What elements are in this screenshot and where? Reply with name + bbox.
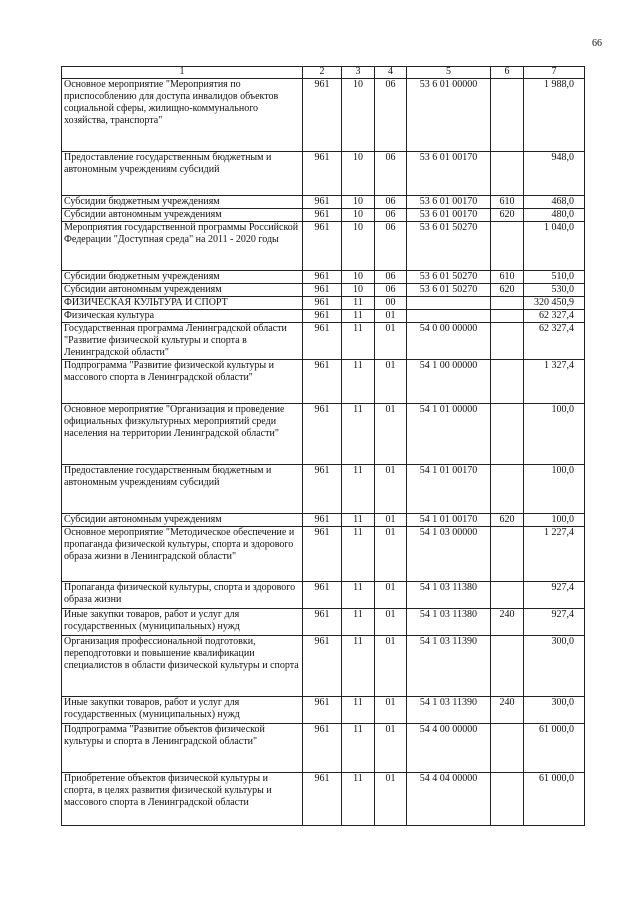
row-col4-cell: 06 [375,209,407,222]
row-col3-cell: 10 [342,222,375,271]
row-col6-cell: 620 [491,514,524,527]
table-row [62,310,585,323]
row-col5-cell: 54 0 00 00000 [407,323,491,360]
row-col4-cell: 00 [375,297,407,310]
row-col5-cell: 54 1 03 11380 [407,582,491,609]
row-col5-cell: 54 1 01 00000 [407,404,491,465]
row-amount-cell: 1 227,4 [524,527,585,582]
row-col2-cell: 961 [303,360,342,404]
row-col3-cell: 11 [342,465,375,514]
row-col4-cell: 01 [375,773,407,826]
row-col6-cell [491,527,524,582]
row-col5-cell: 54 1 03 00000 [407,527,491,582]
table-row [62,465,585,514]
row-amount-cell: 100,0 [524,404,585,465]
row-col3-cell: 10 [342,196,375,209]
row-col4-cell: 01 [375,582,407,609]
row-col6-cell [491,636,524,697]
row-col6-cell: 620 [491,209,524,222]
row-col5-cell: 54 1 01 00170 [407,465,491,514]
row-col4-cell: 01 [375,404,407,465]
row-col5-cell: 54 4 00 00000 [407,724,491,773]
row-name-cell: Иные закупки товаров, работ и услуг для государственных (муниципальных) нужд [62,609,303,636]
row-col3-cell: 11 [342,323,375,360]
row-name-cell: Субсидии бюджетным учреждениям [62,196,303,209]
row-name-cell: Основное мероприятие "Организация и проведение официальных физкультурных мероприятий среди населения на территории Ленинградской области" [62,404,303,465]
row-amount-cell: 530,0 [524,284,585,297]
table-row [62,360,585,404]
row-col5-cell: 54 1 03 11390 [407,636,491,697]
table-row [62,697,585,724]
row-col6-cell [491,773,524,826]
row-col6-cell [491,360,524,404]
row-col3-cell: 11 [342,636,375,697]
row-name-cell: Пропаганда физической культуры, спорта и здорового образа жизни [62,582,303,609]
row-col3-cell: 10 [342,209,375,222]
header-col-6: 6 [491,67,524,79]
table-row [62,609,585,636]
row-name-cell: Основное мероприятие "Мероприятия по приспособлению для доступа инвалидов объектов социальной сферы, жилищно-коммунального хозяйства, транспорта" [62,79,303,152]
table-row [62,152,585,196]
header-col-7: 7 [524,67,585,79]
row-col6-cell: 240 [491,609,524,636]
row-col4-cell: 06 [375,196,407,209]
row-col6-cell [491,323,524,360]
row-col2-cell: 961 [303,79,342,152]
row-name-cell: Мероприятия государственной программы Российской Федерации "Доступная среда" на 2011 - 2020 годы [62,222,303,271]
header-col-3: 3 [342,67,375,79]
row-col5-cell: 53 6 01 00170 [407,209,491,222]
row-col4-cell: 01 [375,636,407,697]
table-row [62,527,585,582]
row-col4-cell: 06 [375,79,407,152]
row-col6-cell [491,222,524,271]
row-col2-cell: 961 [303,465,342,514]
row-name-cell: Приобретение объектов физической культуры и спорта, в целях развития физической культуры и массового спорта в Ленинградской области [62,773,303,826]
row-col4-cell: 01 [375,465,407,514]
row-name-cell: Основное мероприятие "Методическое обеспечение и пропаганда физической культуры, спорта и здорового образа жизни в Ленинградской области" [62,527,303,582]
row-col6-cell [491,404,524,465]
table-row [62,323,585,360]
row-col3-cell: 11 [342,724,375,773]
row-col4-cell: 06 [375,284,407,297]
row-name-cell: Организация профессиональной подготовки, переподготовки и повышение квалификации специалистов в области физической культуры и спорта [62,636,303,697]
row-col4-cell: 01 [375,697,407,724]
table-row [62,284,585,297]
row-col2-cell: 961 [303,609,342,636]
row-name-cell: Подпрограмма "Развитие объектов физической культуры и спорта в Ленинградской области" [62,724,303,773]
row-col3-cell: 11 [342,514,375,527]
row-col3-cell: 10 [342,152,375,196]
row-col5-cell [407,297,491,310]
table-row [62,404,585,465]
row-col5-cell: 53 6 01 00170 [407,196,491,209]
row-col4-cell: 06 [375,222,407,271]
row-col5-cell: 54 1 00 00000 [407,360,491,404]
row-amount-cell: 510,0 [524,271,585,284]
row-amount-cell: 320 450,9 [524,297,585,310]
row-col2-cell: 961 [303,404,342,465]
row-col6-cell [491,297,524,310]
row-col2-cell: 961 [303,724,342,773]
row-col3-cell: 11 [342,527,375,582]
row-name-cell: Субсидии автономным учреждениям [62,209,303,222]
row-col2-cell: 961 [303,773,342,826]
row-amount-cell: 62 327,4 [524,310,585,323]
row-amount-cell: 927,4 [524,582,585,609]
header-col-5: 5 [407,67,491,79]
row-col3-cell: 11 [342,310,375,323]
row-col3-cell: 11 [342,297,375,310]
row-col2-cell: 961 [303,152,342,196]
row-name-cell: ФИЗИЧЕСКАЯ КУЛЬТУРА И СПОРТ [62,297,303,310]
row-col2-cell: 961 [303,310,342,323]
row-col6-cell [491,310,524,323]
row-col5-cell: 54 4 04 00000 [407,773,491,826]
row-col3-cell: 11 [342,697,375,724]
row-col6-cell [491,465,524,514]
table-row [62,582,585,609]
row-col4-cell: 01 [375,310,407,323]
row-col5-cell: 53 6 01 50270 [407,271,491,284]
row-col5-cell: 53 6 01 00000 [407,79,491,152]
row-col4-cell: 01 [375,360,407,404]
row-amount-cell: 948,0 [524,152,585,196]
row-col6-cell [491,724,524,773]
row-col2-cell: 961 [303,514,342,527]
row-col5-cell: 54 1 01 00170 [407,514,491,527]
row-amount-cell: 61 000,0 [524,724,585,773]
row-col2-cell: 961 [303,284,342,297]
row-amount-cell: 300,0 [524,636,585,697]
row-col3-cell: 11 [342,773,375,826]
page-number: 66 [592,38,602,49]
row-amount-cell: 1 040,0 [524,222,585,271]
row-col5-cell: 53 6 01 00170 [407,152,491,196]
row-col3-cell: 10 [342,79,375,152]
row-name-cell: Государственная программа Ленинградской области "Развитие физической культуры и спорта в Ленинградской области" [62,323,303,360]
table-row [62,773,585,826]
row-name-cell: Предоставление государственным бюджетным и автономным учреждениям субсидий [62,465,303,514]
table-row [62,209,585,222]
row-name-cell: Субсидии автономным учреждениям [62,284,303,297]
table-row [62,514,585,527]
row-amount-cell: 1 327,4 [524,360,585,404]
row-amount-cell: 927,4 [524,609,585,636]
row-col4-cell: 06 [375,152,407,196]
row-col4-cell: 01 [375,724,407,773]
header-col-2: 2 [303,67,342,79]
table-row [62,724,585,773]
row-col4-cell: 01 [375,527,407,582]
row-col4-cell: 06 [375,271,407,284]
row-name-cell: Иные закупки товаров, работ и услуг для государственных (муниципальных) нужд [62,697,303,724]
row-amount-cell: 61 000,0 [524,773,585,826]
row-amount-cell: 100,0 [524,514,585,527]
row-col2-cell: 961 [303,196,342,209]
row-col3-cell: 11 [342,404,375,465]
row-amount-cell: 62 327,4 [524,323,585,360]
row-col4-cell: 01 [375,609,407,636]
row-col3-cell: 11 [342,609,375,636]
row-name-cell: Субсидии автономным учреждениям [62,514,303,527]
header-col-1: 1 [62,67,303,79]
row-col6-cell: 240 [491,697,524,724]
table-row [62,297,585,310]
row-col3-cell: 11 [342,360,375,404]
row-col6-cell: 610 [491,196,524,209]
row-col2-cell: 961 [303,323,342,360]
row-col6-cell: 620 [491,284,524,297]
row-col2-cell: 961 [303,209,342,222]
row-col6-cell [491,582,524,609]
budget-table [61,66,585,826]
row-amount-cell: 1 988,0 [524,79,585,152]
row-col5-cell: 53 6 01 50270 [407,222,491,271]
row-col2-cell: 961 [303,222,342,271]
row-amount-cell: 468,0 [524,196,585,209]
row-name-cell: Подпрограмма "Развитие физической культуры и массового спорта в Ленинградской области" [62,360,303,404]
row-col2-cell: 961 [303,527,342,582]
header-col-4: 4 [375,67,407,79]
row-col2-cell: 961 [303,636,342,697]
row-col5-cell: 53 6 01 50270 [407,284,491,297]
row-col5-cell: 54 1 03 11390 [407,697,491,724]
table-row [62,636,585,697]
row-name-cell: Субсидии бюджетным учреждениям [62,271,303,284]
table-row [62,79,585,152]
row-col3-cell: 11 [342,582,375,609]
row-name-cell: Физическая культура [62,310,303,323]
row-col4-cell: 01 [375,514,407,527]
row-col6-cell: 610 [491,271,524,284]
row-col2-cell: 961 [303,697,342,724]
row-col4-cell: 01 [375,323,407,360]
table-row [62,271,585,284]
row-col2-cell: 961 [303,297,342,310]
row-name-cell: Предоставление государственным бюджетным и автономным учреждениям субсидий [62,152,303,196]
row-col5-cell [407,310,491,323]
row-col2-cell: 961 [303,582,342,609]
table-header-row [62,67,585,79]
row-col5-cell: 54 1 03 11380 [407,609,491,636]
row-col6-cell [491,152,524,196]
table-row [62,222,585,271]
row-col3-cell: 10 [342,284,375,297]
table-row [62,196,585,209]
row-amount-cell: 300,0 [524,697,585,724]
row-amount-cell: 100,0 [524,465,585,514]
row-col3-cell: 10 [342,271,375,284]
row-amount-cell: 480,0 [524,209,585,222]
row-col6-cell [491,79,524,152]
row-col2-cell: 961 [303,271,342,284]
